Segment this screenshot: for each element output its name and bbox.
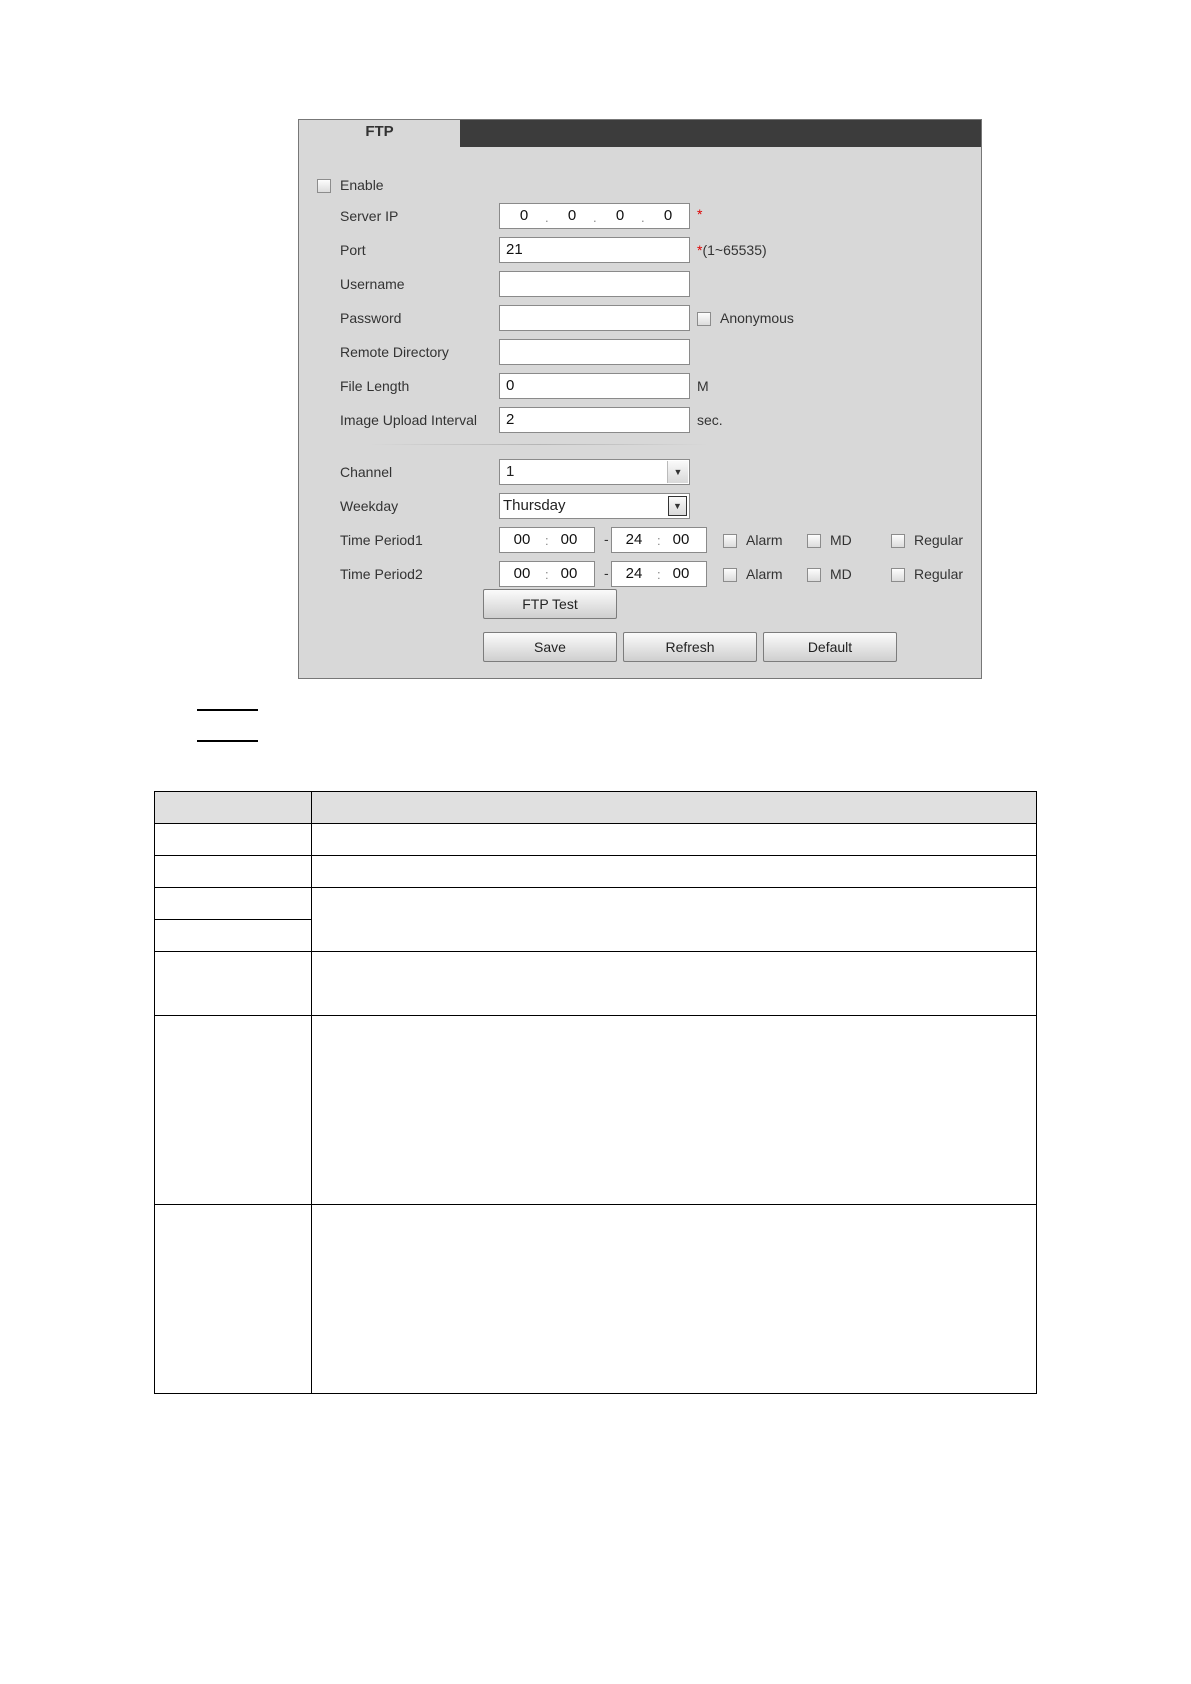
port-label: Port xyxy=(340,242,366,258)
table-cell xyxy=(312,1205,1037,1394)
table-header-row xyxy=(155,792,1037,824)
enable-label: Enable xyxy=(340,177,384,193)
upload-interval-label: Image Upload Interval xyxy=(340,412,477,428)
table-cell xyxy=(155,888,312,920)
time-period1-label: Time Period1 xyxy=(340,532,423,548)
anonymous-checkbox[interactable] xyxy=(697,312,711,326)
table-row xyxy=(155,1205,1037,1394)
time-colon: : xyxy=(545,567,549,582)
weekday-selected-value: Thursday xyxy=(503,497,566,514)
period1-start-time[interactable] xyxy=(499,527,595,553)
table-row xyxy=(155,824,1037,856)
period2-regular-label: Regular xyxy=(914,566,964,582)
table-cell xyxy=(155,1016,312,1205)
required-mark: * xyxy=(697,206,703,222)
table-cell xyxy=(312,1016,1037,1205)
period1-start-hour[interactable]: 00 xyxy=(513,531,531,548)
time-colon: : xyxy=(657,567,661,582)
ip-octet-3[interactable]: 0 xyxy=(615,207,625,224)
save-button[interactable]: Save xyxy=(483,632,617,662)
password-input[interactable] xyxy=(499,305,690,331)
weekday-select[interactable] xyxy=(499,493,690,519)
channel-select[interactable] xyxy=(499,459,690,485)
server-ip-input[interactable] xyxy=(499,203,690,229)
step-underline xyxy=(197,740,258,742)
anonymous-label: Anonymous xyxy=(720,310,794,326)
period1-alarm-checkbox[interactable] xyxy=(723,534,737,548)
time-period2-label: Time Period2 xyxy=(340,566,423,582)
period1-regular-checkbox[interactable] xyxy=(891,534,905,548)
table-cell xyxy=(312,824,1037,856)
ftp-test-button[interactable]: FTP Test xyxy=(483,589,617,619)
port-input[interactable]: 21 xyxy=(499,237,690,263)
ftp-settings-panel xyxy=(298,119,982,679)
table-cell xyxy=(155,952,312,1016)
period1-regular-label: Regular xyxy=(914,532,964,548)
time-dash: - xyxy=(604,565,609,581)
period1-end-time[interactable] xyxy=(611,527,707,553)
ip-dot: . xyxy=(593,210,597,225)
table-cell xyxy=(312,888,1037,952)
table-cell xyxy=(155,1205,312,1394)
time-colon: : xyxy=(657,533,661,548)
file-length-unit: M xyxy=(697,378,709,394)
table-row xyxy=(155,888,1037,920)
table-row xyxy=(155,952,1037,1016)
table-cell xyxy=(155,824,312,856)
table-header-cell xyxy=(312,792,1037,824)
period2-alarm-checkbox[interactable] xyxy=(723,568,737,582)
password-label: Password xyxy=(340,310,402,326)
period2-end-time[interactable] xyxy=(611,561,707,587)
time-colon: : xyxy=(545,533,549,548)
period2-end-hour[interactable]: 24 xyxy=(625,565,643,582)
period1-md-label: MD xyxy=(830,532,852,548)
period2-end-minute[interactable]: 00 xyxy=(672,565,690,582)
period1-md-checkbox[interactable] xyxy=(807,534,821,548)
channel-label: Channel xyxy=(340,464,393,480)
period2-start-time[interactable] xyxy=(499,561,595,587)
table-row xyxy=(155,1016,1037,1205)
table-cell xyxy=(312,856,1037,888)
period2-alarm-label: Alarm xyxy=(746,566,783,582)
remote-directory-input[interactable] xyxy=(499,339,690,365)
period2-start-minute[interactable]: 00 xyxy=(560,565,578,582)
table-cell xyxy=(155,856,312,888)
remote-directory-label: Remote Directory xyxy=(340,344,449,360)
port-range-hint: (1~65535) xyxy=(702,242,767,258)
tab-ftp[interactable]: FTP xyxy=(299,120,460,148)
period2-md-checkbox[interactable] xyxy=(807,568,821,582)
period2-start-hour[interactable]: 00 xyxy=(513,565,531,582)
ip-octet-1[interactable]: 0 xyxy=(519,207,529,224)
default-button[interactable]: Default xyxy=(763,632,897,662)
period1-alarm-label: Alarm xyxy=(746,532,783,548)
ip-dot: . xyxy=(545,210,549,225)
section-divider xyxy=(369,444,709,445)
table-header-cell xyxy=(155,792,312,824)
upload-interval-unit: sec. xyxy=(697,412,723,428)
required-mark: * xyxy=(697,242,703,258)
chevron-down-icon[interactable]: ▼ xyxy=(667,461,688,483)
parameter-table xyxy=(154,791,1037,1394)
period1-end-hour[interactable]: 24 xyxy=(625,531,643,548)
time-dash: - xyxy=(604,531,609,547)
refresh-button[interactable]: Refresh xyxy=(623,632,757,662)
weekday-label: Weekday xyxy=(340,498,399,514)
file-length-label: File Length xyxy=(340,378,410,394)
port-hint xyxy=(697,242,767,258)
ip-octet-2[interactable]: 0 xyxy=(567,207,577,224)
file-length-input[interactable]: 0 xyxy=(499,373,690,399)
ip-octet-4[interactable]: 0 xyxy=(663,207,673,224)
enable-checkbox[interactable] xyxy=(317,179,331,193)
username-input[interactable] xyxy=(499,271,690,297)
ip-dot: . xyxy=(641,210,645,225)
username-label: Username xyxy=(340,276,405,292)
period1-start-minute[interactable]: 00 xyxy=(560,531,578,548)
channel-selected-value: 1 xyxy=(506,463,515,480)
table-cell xyxy=(155,920,312,952)
table-row xyxy=(155,856,1037,888)
period2-regular-checkbox[interactable] xyxy=(891,568,905,582)
table-cell xyxy=(312,952,1037,1016)
server-ip-label: Server IP xyxy=(340,208,399,224)
upload-interval-input[interactable]: 2 xyxy=(499,407,690,433)
period2-md-label: MD xyxy=(830,566,852,582)
period1-end-minute[interactable]: 00 xyxy=(672,531,690,548)
chevron-down-icon[interactable]: ▼ xyxy=(668,496,687,516)
step-underline xyxy=(197,709,258,711)
